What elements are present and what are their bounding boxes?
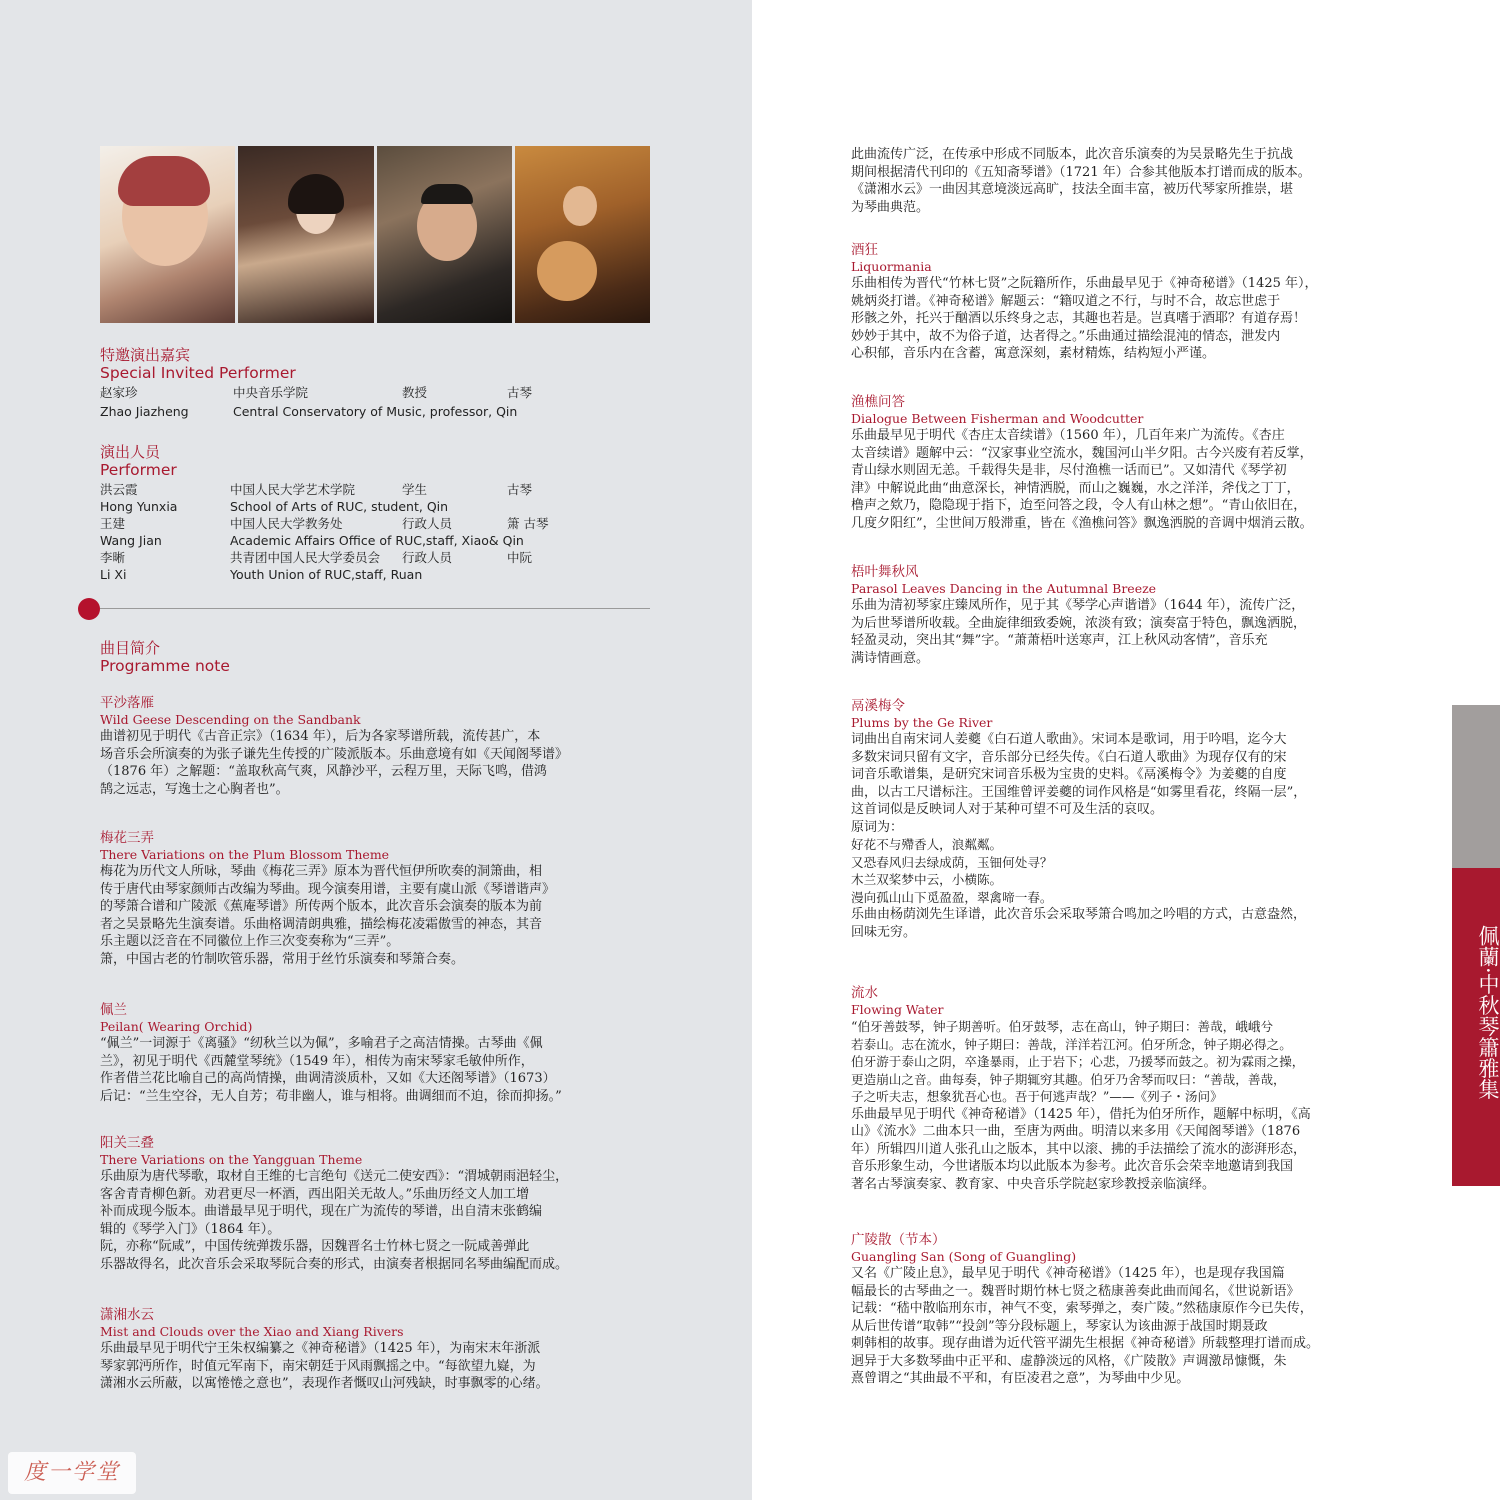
- performer-zh-title: 学生: [402, 482, 428, 497]
- piece-body-line: 多数宋词只留有文字，音乐部分已经失传。《白石道人歌曲》为现存仅有的宋: [851, 749, 1287, 765]
- piece-title-en: Mist and Clouds over the Xiao and Xiang Rivers: [100, 1324, 404, 1339]
- piece-title-en: Parasol Leaves Dancing in the Autumnal Breeze: [851, 581, 1157, 596]
- piece-body-line: 熹曾谓之“其曲最不平和，有臣凌君之意”，为琴曲中少见。: [851, 1371, 1190, 1386]
- piece-body-line: 妙妙于其中，故不为俗子道，达者得之。”乐曲通过描绘混沌的情态，泄发内: [851, 328, 1281, 344]
- piece-title-zh: 阳关三叠: [100, 1135, 154, 1151]
- invited-name-zh: 赵家珍: [100, 385, 138, 400]
- invited-heading-zh: 特邀演出嘉宾: [100, 346, 191, 364]
- piece-body-line: 琴家郭沔所作，时值元军南下，南宋朝廷于风雨飘摇之中。“每欲望九嶷，为: [100, 1358, 536, 1374]
- invited-org-en: Central Conservatory of Music, professor, Qin: [233, 404, 518, 419]
- piece-left-4: [100, 1135, 650, 1273]
- piece-title-en: There Variations on the Plum Blossom Theme: [100, 847, 390, 862]
- piece-title-zh: 广陵散（节本）: [851, 1232, 946, 1248]
- performer-zh-inst: 中阮: [507, 550, 533, 565]
- piece-body-line: 传于唐代由琴家颜师古改编为琴曲。现今演奏用谱，主要有虞山派《琴谱谐声》: [100, 881, 556, 897]
- piece-body-line: 年）所辑四川道人张孔山之版本，其中以滚、拂的手法描绘了流水的澎湃形态，: [851, 1141, 1307, 1157]
- performer-heading: [100, 443, 177, 480]
- programme-heading-en: Programme note: [100, 657, 230, 675]
- watermark-logo: [8, 1452, 136, 1494]
- piece-left-3: [100, 1002, 650, 1105]
- piece-body-line: 乐曲为清初琴家庄臻凤所作，见于其《琴学心声谐谱》（1644 年），流传广泛，: [851, 598, 1305, 613]
- piece-right-1: [851, 242, 1401, 363]
- performer-zh-title: 行政人员: [402, 516, 453, 531]
- piece-body-line: 客舍青青柳色新。劝君更尽一杯酒，西出阳关无故人。”乐曲历经文人加工增: [100, 1186, 530, 1202]
- piece-title-zh: 鬲溪梅令: [851, 698, 905, 714]
- piece-body-line: 乐器故得名，此次音乐会采取琴阮合奏的形式，由演奏者根据同名琴曲编配而成。: [100, 1256, 569, 1272]
- photo-zhao-jiazheng: [100, 146, 235, 323]
- piece-body-line: 姚炳炎打谱。《神奇秘谱》解题云：“籍叹道之不行，与时不合，故忘世虑于: [851, 293, 1281, 309]
- invited-heading-en: Special Invited Performer: [100, 364, 296, 382]
- photo-wang-jian: [377, 146, 512, 323]
- piece-left-5: [100, 1307, 650, 1393]
- piece-right-6: [851, 1232, 1401, 1388]
- piece-title-en: Wild Geese Descending on the Sandbank: [100, 712, 361, 727]
- piece-body-line: 橹声之欸乃，隐隐现于指下，迨至问答之段，令人有山林之想”。“青山依旧在，: [851, 498, 1307, 513]
- piece-body-line: 箫，中国古老的竹制吹管乐器，常用于丝竹乐演奏和琴箫合奏。: [100, 951, 465, 967]
- piece-title-en: Peilan( Wearing Orchid): [100, 1019, 253, 1034]
- watermark-text: 度一学堂: [23, 1460, 120, 1485]
- piece-body-line: 心积郁，音乐内在含蓄，寓意深刻，素材精炼，结构短小严谨。: [851, 346, 1216, 361]
- performer-en-org: Academic Affairs Office of RUC,staff, Xiao& Qin: [230, 533, 524, 548]
- piece-quote-line: 更造崩山之音。曲每奏，钟子期辄穷其趣。伯牙乃舍琴而叹曰：“善哉，善哉，: [851, 1071, 1286, 1087]
- piece-body-line: 补而成现今版本。曲谱最早见于明代，现在广为流传的琴谱，出自清末张鹤编: [100, 1204, 543, 1219]
- piece-body-line: 乐曲最早见于明代《杏庄太音续谱》（1560 年），几百年来广为流传。《杏庄: [851, 428, 1285, 443]
- piece-body-line: 后记：“兰生空谷，无人自芳；苟非幽人，谁与相将。曲调细而不迫，徐而抑扬。”: [100, 1088, 562, 1104]
- invited-org-zh: 中央音乐学院: [233, 385, 309, 400]
- piece-body-line: 梅花为历代文人所咏，琴曲《梅花三弄》原本为晋代恒伊所吹奏的洞箫曲，相: [100, 864, 543, 879]
- piece-body-line: 曲，以古工尺谱标注。王国维曾评姜夔的词作风格是“如雾里看花，终隔一层”，: [851, 784, 1307, 800]
- performer-en-name: Hong Yunxia: [100, 499, 178, 514]
- piece-body-line: 鹄之远志，写逸士之心胸者也”。: [100, 781, 289, 797]
- invited-heading: [100, 346, 296, 383]
- invited-name-en: Zhao Jiazheng: [100, 404, 189, 419]
- piece-body-line: 曲谱初见于明代《古音正宗》（1634 年），后为各家琴谱所载，流传甚广，本: [100, 729, 541, 744]
- piece-body-line: 记载：“嵇中散临刑东市，神气不变，索琴弹之，奏广陵。”然嵇康原作今已失传，: [851, 1301, 1313, 1316]
- performer-heading-zh: 演出人员: [100, 443, 161, 461]
- performer-zh-inst: 箫 古琴: [507, 516, 549, 531]
- piece-quote-line: 子之听夫志，想象犹吾心也。吾于何逃声哉？”——《列子・汤问》: [851, 1089, 1223, 1104]
- piece-right-3: [851, 564, 1401, 667]
- invited-title-zh: 教授: [402, 385, 428, 400]
- piece-body-line: 乐曲相传为晋代“竹林七贤”之阮籍所作，乐曲最早见于《神奇秘谱》（1425 年），: [851, 276, 1318, 291]
- piece-body-line: 兰》，初见于明代《西麓堂琴统》（1549 年），相传为南宋琴家毛敏仲所作，: [100, 1053, 534, 1069]
- piece-left-2: [100, 830, 650, 968]
- performer-heading-en: Performer: [100, 461, 177, 479]
- piece-body-line: 场音乐会所演奏的为张子谦先生传授的广陵派版本。乐曲意境有如《天闻阁琴谱》: [100, 746, 569, 762]
- piece-title-zh: 酒狂: [851, 242, 878, 258]
- performer-en-org: Youth Union of RUC,staff, Ruan: [230, 567, 423, 582]
- piece-body-line: （1876 年）之解题：“盖取秋高气爽，风静沙平，云程万里，天际飞鸣，借鸿: [100, 764, 547, 779]
- divider-line: [100, 608, 650, 609]
- piece-body-line: 幅最长的古琴曲之一。魏晋时期竹林七贤之嵇康善奏此曲而闻名，《世说新语》: [851, 1283, 1300, 1299]
- piece-quote-line: 伯牙游于泰山之阴，卒逢暴雨，止于岩下；心悲，乃援琴而鼓之。初为霖雨之操，: [851, 1054, 1305, 1069]
- piece-title-en: Guangling San (Song of Guangling): [851, 1249, 1077, 1264]
- piece-body-line: 乐曲最早见于明代宁王朱权编纂之《神奇秘谱》（1425 年），为南宋末年浙派: [100, 1341, 541, 1356]
- piece-title-zh: 佩兰: [100, 1002, 127, 1018]
- intro-line: 为琴曲典范。: [851, 199, 930, 215]
- programme-heading: [100, 639, 230, 676]
- piece-body-line: 乐曲原为唐代琴歌，取材自王维的七言绝句《送元二使安西》：“渭城朝雨浥轻尘，: [100, 1169, 569, 1184]
- piece-right-4: [851, 698, 1401, 941]
- piece-quote-line: 木兰双桨梦中云，小横陈。: [851, 872, 1003, 887]
- piece-quote-line: “伯牙善鼓琴，钟子期善听。伯牙鼓琴，志在高山，钟子期曰：善哉，峨峨兮: [851, 1019, 1274, 1034]
- performer-zh-org: 中国人民大学艺术学院: [230, 482, 356, 497]
- piece-body-line: 音乐形象生动，今世诸版本均以此版本为参考。此次音乐会荣幸地邀请到我国: [851, 1159, 1294, 1174]
- performer-zh-org: 共青团中国人民大学委员会: [230, 550, 381, 565]
- piece-body-line: 乐曲最早见于明代《神奇秘谱》（1425 年），借托为伯牙所作，题解中标明，《高: [851, 1106, 1311, 1122]
- piece-body-line: 作者借兰花比喻自己的高尚情操，曲调清淡质朴，又如《大还阁琴谱》（1673）: [100, 1071, 556, 1086]
- piece-body-line: 乐主题以泛音在不同徽位上作三次变奏称为“三弄”。: [100, 934, 400, 949]
- piece-body-line: 形骸之外，托兴于酗酒以乐终身之志，其趣也若是。岂真嗜于酒耶？有道存焉！: [851, 311, 1307, 326]
- photo-li-xi: [515, 146, 650, 323]
- piece-title-zh: 潇湘水云: [100, 1307, 154, 1323]
- piece-body-line: 词音乐歌谱集，是研究宋词音乐极为宝贵的史料。《鬲溪梅令》为姜夔的自度: [851, 767, 1287, 782]
- performer-zh-title: 行政人员: [402, 550, 453, 565]
- photo-hong-yunxia: [238, 146, 373, 323]
- piece-body-line: 太音续谱》题解中云：“汉家事业空流水，魏国河山半夕阳。古今兴废有若反掌，: [851, 445, 1313, 461]
- piece-title-en: Flowing Water: [851, 1002, 944, 1017]
- piece-body-line: 几度夕阳红”，尘世间万般滞重，皆在《渔樵问答》飘逸洒脱的音调中烟消云散。: [851, 515, 1313, 531]
- performer-photos: [100, 146, 650, 323]
- piece-title-en: Dialogue Between Fisherman and Woodcutter: [851, 411, 1144, 426]
- piece-body-line: 原词为：: [851, 819, 904, 835]
- piece-quote-line: 又恐春风归去绿成荫，玉钿何处寻？: [851, 854, 1053, 870]
- piece-body-line: 青山绿水则固无恙。千载得失是非，尽付渔樵一话而已”。又如清代《琴学初: [851, 463, 1287, 478]
- piece-body-line: 乐曲由杨荫浏先生译谱，此次音乐会采取琴箫合鸣加之吟唱的方式，古意盎然，: [851, 907, 1307, 922]
- piece-body-line: 山》《流水》二曲本只一曲，至唐为两曲。明清以来多用《天闻阁琴谱》（1876: [851, 1124, 1301, 1139]
- piece-body-line: 津》中解说此曲“曲意深长，神情洒脱，而山之巍巍，水之洋洋，斧伐之丁丁，: [851, 480, 1300, 496]
- performer-zh-org: 中国人民大学教务处: [230, 516, 343, 531]
- invited-inst-zh: 古琴: [507, 385, 533, 400]
- intro-line: 《潇湘水云》一曲因其意境淡远高旷，技法全面丰富，被历代琴家所推崇，堪: [851, 182, 1294, 197]
- piece-body-line: “佩兰”一词源于《离骚》“纫秋兰以为佩”，多喻君子之高洁情操。古琴曲《佩: [100, 1036, 543, 1051]
- piece-title-en: There Variations on the Yangguan Theme: [100, 1152, 363, 1167]
- right-intro: [851, 146, 1401, 216]
- piece-quote-line: 好花不与殢香人，浪粼粼。: [851, 837, 1003, 852]
- piece-body-line: 轻盈灵动，突出其“舞”字。“萧萧梧叶送寒声，江上秋风动客情”，音乐充: [851, 633, 1268, 648]
- performer-zh-name: 李晰: [100, 550, 126, 565]
- piece-title-zh: 梧叶舞秋风: [851, 564, 919, 580]
- piece-body-line: 阮，亦称“阮咸”，中国传统弹拨乐器，因魏晋名士竹林七贤之一阮咸善弹此: [100, 1239, 530, 1254]
- piece-body-line: 潇湘水云所蔽，以寓惓惓之意也”，表现作者慨叹山河残缺，时事飘零的心绪。: [100, 1376, 549, 1391]
- piece-body-line: 这首词似是反映词人对于某种可望不可及生活的哀叹。: [851, 802, 1164, 817]
- piece-left-1: [100, 695, 650, 798]
- piece-body-line: 者之吴景略先生演奏谱。乐曲格调清朗典雅，描绘梅花凌霜傲雪的神态，其音: [100, 916, 543, 932]
- piece-body-line: 刺韩相的故事。现存曲谱为近代管平湖先生根据《神奇秘谱》所载整理打谱而成。: [851, 1336, 1320, 1351]
- piece-right-5: [851, 985, 1401, 1193]
- performer-en-name: Li Xi: [100, 567, 127, 582]
- piece-body-line: 回味无穷。: [851, 924, 917, 940]
- programme-heading-zh: 曲目简介: [100, 639, 161, 657]
- side-tab-grey: [1452, 705, 1500, 868]
- intro-line: 期间根据清代刊印的《五知斋琴谱》（1721 年）合参其他版本打谱而成的版本。: [851, 164, 1311, 180]
- piece-body-line: 又名《广陵止息》，最早见于明代《神奇秘谱》（1425 年），也是现存我国篇: [851, 1266, 1285, 1281]
- piece-body-line: 迥异于大多数琴曲中正平和、虚静淡远的风格，《广陵散》声调激昂慷慨，朱: [851, 1353, 1287, 1369]
- piece-title-zh: 流水: [851, 985, 878, 1001]
- performer-en-name: Wang Jian: [100, 533, 162, 548]
- piece-quote-line: 若泰山。志在流水，钟子期曰：善哉，洋洋若江河。伯牙所念，钟子期必得之。: [851, 1036, 1292, 1052]
- divider-dot: [78, 598, 100, 620]
- piece-right-2: [851, 394, 1401, 532]
- piece-body-line: 满诗情画意。: [851, 650, 930, 666]
- piece-title-en: Plums by the Ge River: [851, 715, 993, 730]
- side-tab-title: 佩蘭·中秋琴簫雅集: [1476, 925, 1500, 1100]
- performer-en-org: School of Arts of RUC, student, Qin: [230, 499, 449, 514]
- piece-title-zh: 梅花三弄: [100, 830, 154, 846]
- piece-body-line: 著名古琴演奏家、教育家、中央音乐学院赵家珍教授亲临演绎。: [851, 1176, 1216, 1192]
- piece-title-zh: 渔樵问答: [851, 394, 905, 410]
- performer-zh-name: 王建: [100, 516, 126, 531]
- piece-title-zh: 平沙落雁: [100, 695, 154, 711]
- piece-body-line: 的琴箫合谱和广陵派《蕉庵琴谱》所传两个版本，此次音乐会演奏的版本为前: [100, 899, 543, 914]
- piece-title-en: Liquormania: [851, 259, 932, 274]
- performer-zh-inst: 古琴: [507, 482, 533, 497]
- piece-body-line: 辑的《琴学入门》（1864 年）。: [100, 1221, 281, 1237]
- intro-line: 此曲流传广泛，在传承中形成不同版本，此次音乐演奏的为吴景略先生于抗战: [851, 147, 1294, 162]
- performer-zh-name: 洪云霞: [100, 482, 138, 497]
- piece-quote-line: 漫向孤山山下觅盈盈，翠禽啼一春。: [851, 889, 1053, 905]
- piece-body-line: 为后世琴谱所收载。全曲旋律细致委婉，浓淡有致；演奏富于特色，飘逸洒脱，: [851, 615, 1307, 631]
- piece-body-line: 词曲出自南宋词人姜夔《白石道人歌曲》。宋词本是歌词，用于吟唱，迄今大: [851, 732, 1287, 747]
- piece-body-line: 从后世传谱“取韩”“投剑”等分段标题上，琴家认为该曲源于战国时期聂政: [851, 1318, 1268, 1334]
